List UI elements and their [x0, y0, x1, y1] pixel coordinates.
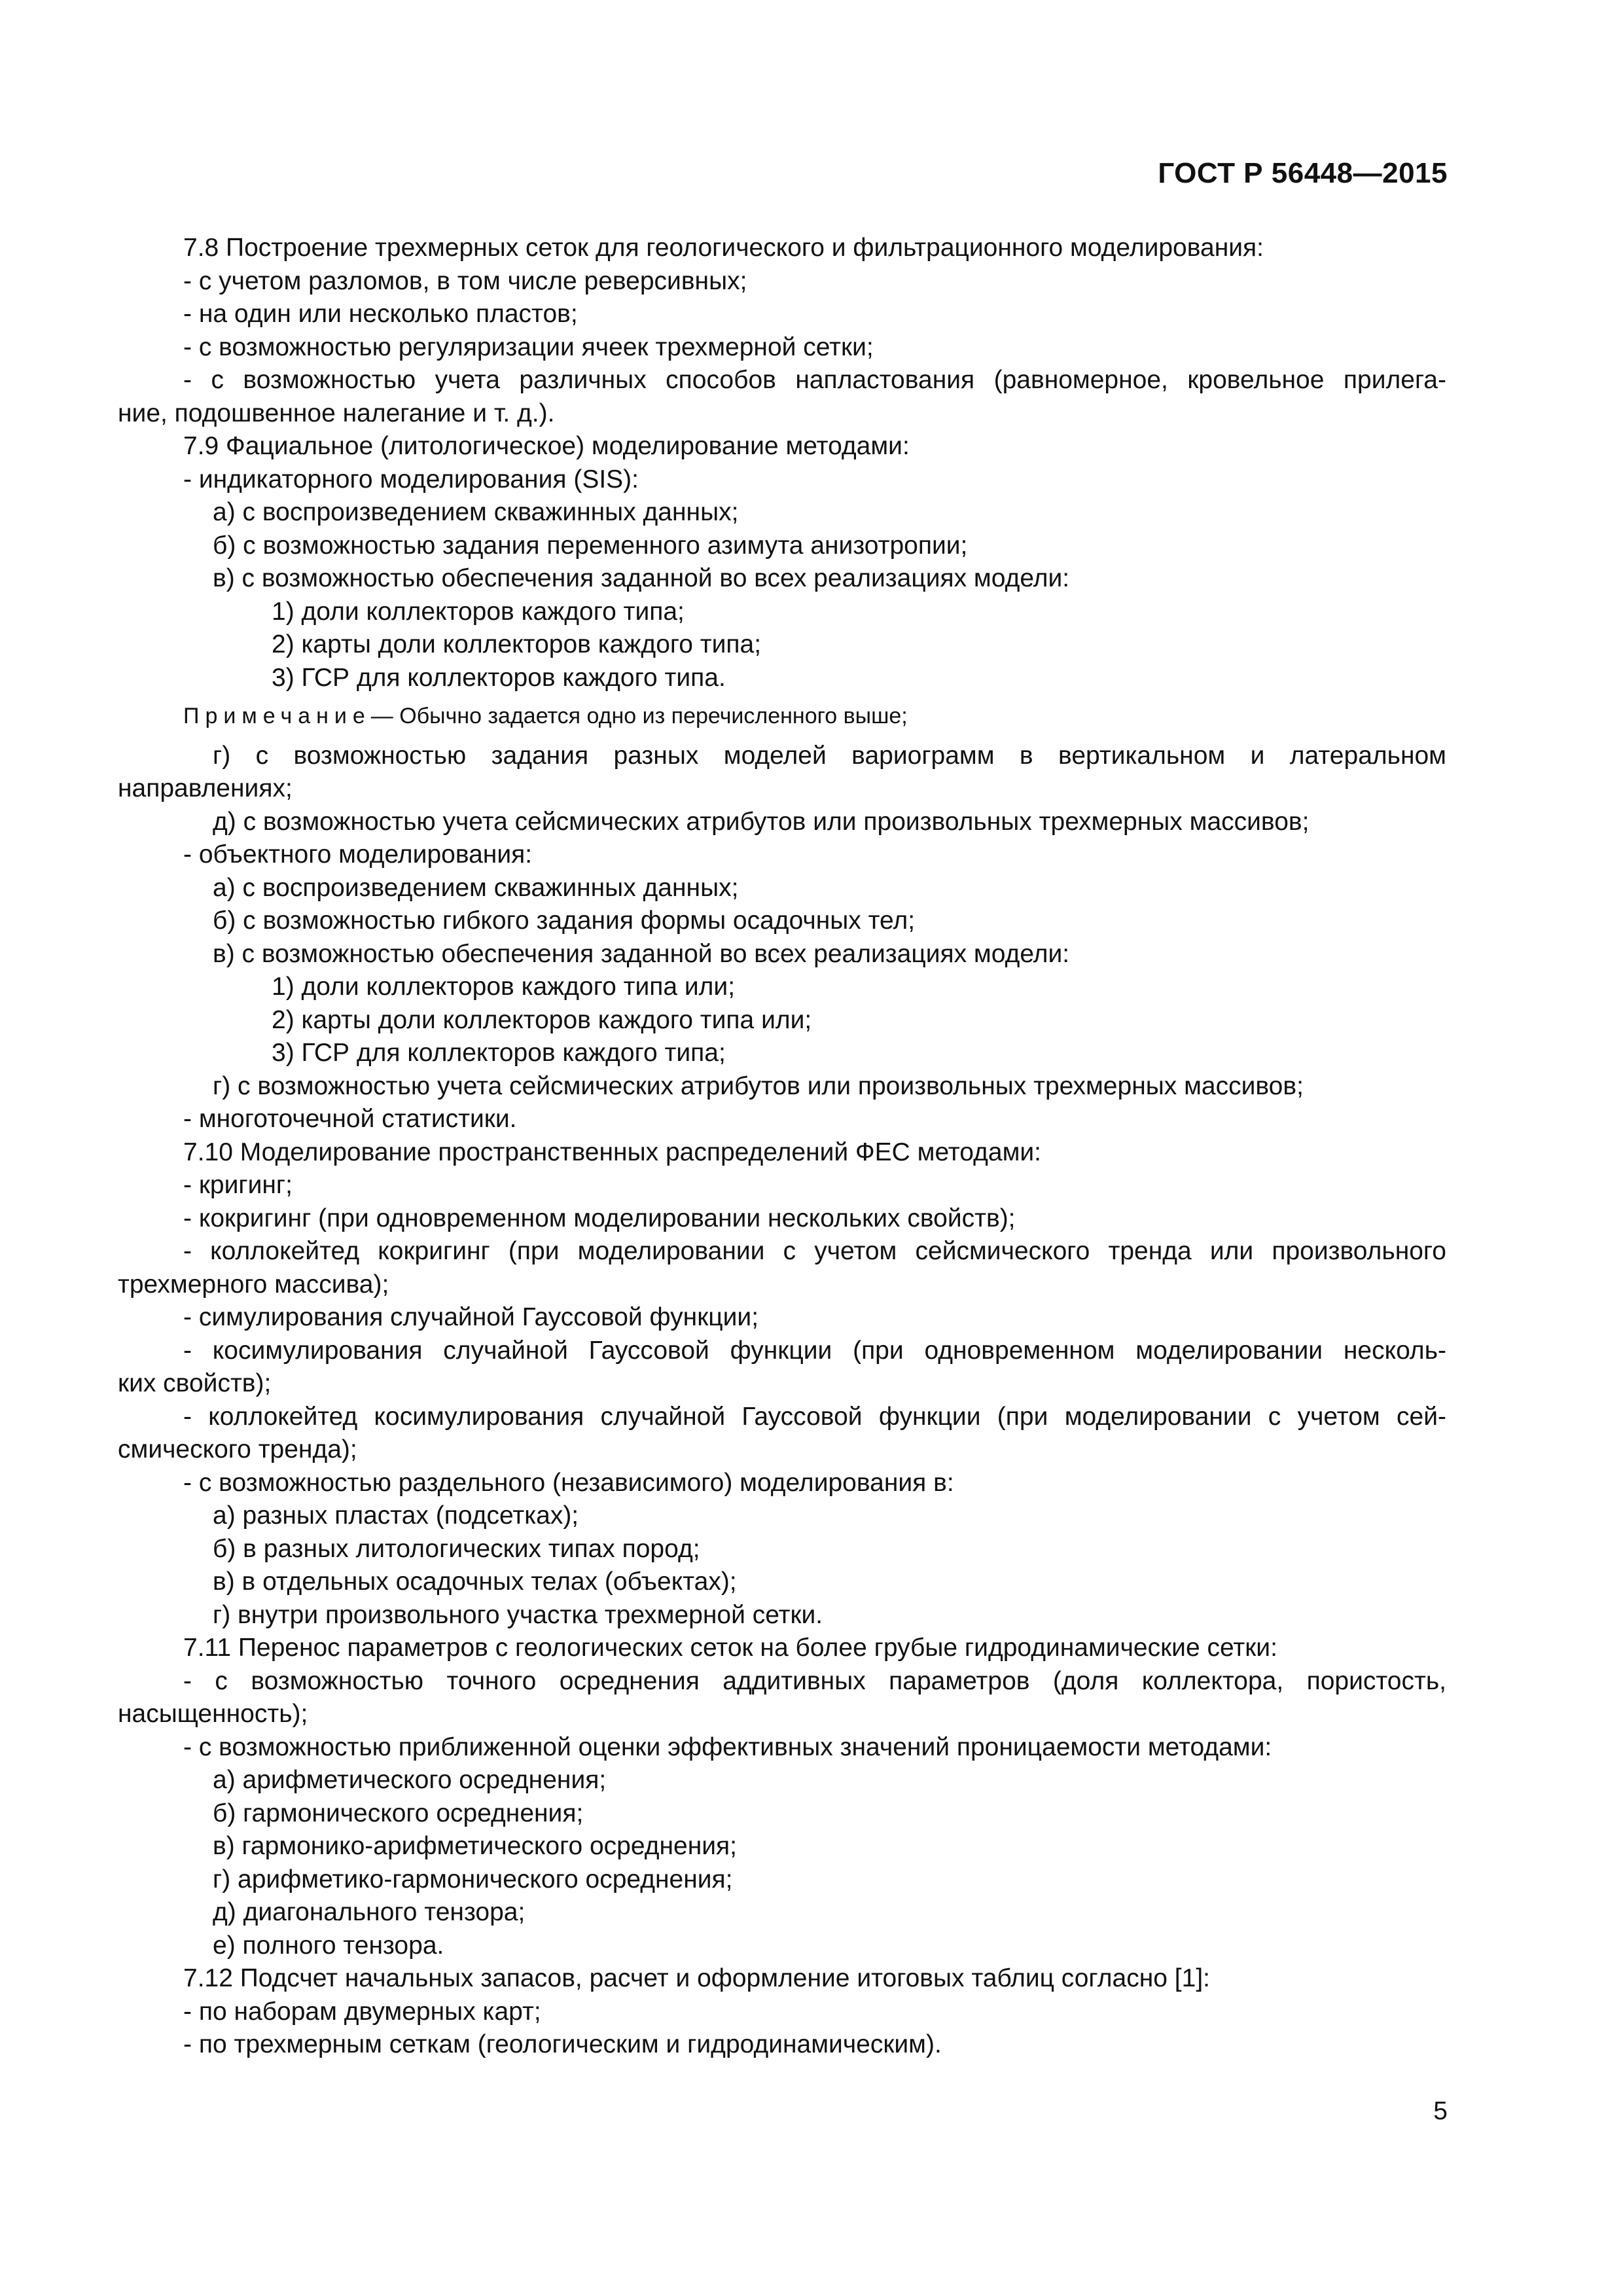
text-line: - по трехмерным сеткам (геологическим и гидродинамическим). — [183, 2030, 942, 2058]
text-line: б) с возможностью гибкого задания формы осадочных тел; — [213, 906, 916, 935]
text-line: - с возможностью приближенной оценки эффективных значений проницаемости методами: — [183, 1732, 1272, 1761]
text-line: - симулирования случайной Гауссовой функции; — [183, 1303, 759, 1331]
page-number: 5 — [1433, 2097, 1448, 2125]
text-line: г) внутри произвольного участка трехмерной сетки. — [213, 1600, 823, 1629]
text-line: 7.12 Подсчет начальных запасов, расчет и оформление итоговых таблиц согласно [1]: — [183, 1964, 1210, 1992]
text-line: г) арифметико-гармонического осреднения; — [213, 1865, 733, 1893]
text-line: 7.9 Фациальное (литологическое) моделирование методами: — [183, 432, 910, 460]
text-line: 2) карты доли коллекторов каждого типа; — [272, 630, 762, 658]
text-line: 7.10 Моделирование пространственных распределений ФЕС методами: — [183, 1138, 1042, 1166]
text-line: - кригинг; — [183, 1171, 293, 1199]
text-line: - многоточечной статистики. — [183, 1105, 517, 1133]
text-line: ние, подошвенное налегание и т. д.). — [118, 399, 555, 427]
text-line: е) полного тензора. — [213, 1931, 444, 1960]
text-line: 3) ГСР для коллекторов каждого типа. — [272, 663, 726, 692]
text-line: д) диагонального тензора; — [213, 1898, 526, 1926]
text-line: - коллокейтед косимулирования случайной Гауссовой функции (при моделировании с учетом сей- — [183, 1402, 1446, 1431]
note-label: Примечание — [183, 704, 371, 728]
text-line: б) гармонического осреднения; — [213, 1799, 584, 1827]
text-line: - с возможностью точного осреднения аддитивных параметров (доля коллектора, пористость, — [183, 1666, 1446, 1695]
text-line: 2) карты доли коллекторов каждого типа или; — [272, 1005, 812, 1034]
text-line: 7.8 Построение трехмерных сеток для геологического и фильтрационного моделирования: — [183, 234, 1264, 262]
text-line: 1) доли коллекторов каждого типа; — [272, 597, 685, 626]
text-line: в) в отдельных осадочных телах (объектах); — [213, 1568, 737, 1596]
text-line: в) с возможностью обеспечения заданной во всех реализациях модели: — [213, 564, 1070, 592]
text-line: в) гармонико-арифметического осреднения; — [213, 1832, 737, 1860]
text-line: - индикаторного моделирования (SIS): — [183, 465, 639, 493]
text-line: б) в разных литологических типах пород; — [213, 1534, 700, 1563]
text-line: д) с возможностью учета сейсмических атрибутов или произвольных трехмерных массивов; — [213, 807, 1310, 836]
text-line: г) с возможностью задания разных моделей вариограмм в вертикальном и латеральном — [213, 741, 1446, 770]
text-line: а) арифметического осреднения; — [213, 1766, 607, 1794]
text-line: б) с возможностью задания переменного азимута анизотропии; — [213, 531, 968, 560]
text-line: а) разных пластах (подсетках); — [213, 1501, 579, 1530]
text-line: насыщенность); — [118, 1700, 308, 1728]
text-line: - объектного моделирования: — [183, 840, 533, 869]
text-line: - с возможностью регуляризации ячеек трехмерной сетки; — [183, 332, 874, 361]
text-line: а) с воспроизведением скважинных данных; — [213, 873, 739, 902]
text-line: в) с возможностью обеспечения заданной во всех реализациях модели: — [213, 939, 1070, 968]
text-line: 7.11 Перенос параметров с геологических сеток на более грубые гидродинамические сетки: — [183, 1634, 1277, 1662]
text-line: г) с возможностью учета сейсмических атрибутов или произвольных трехмерных массивов; — [213, 1071, 1304, 1100]
text-line: - коллокейтед кокригинг (при моделировании с учетом сейсмического тренда или произвольного — [183, 1237, 1446, 1265]
text-line: ких свойств); — [118, 1369, 272, 1397]
text-line: - с возможностью раздельного (независимого) моделирования в: — [183, 1468, 954, 1497]
note — [118, 700, 1446, 733]
text-line: - кокригинг (при одновременном моделировании нескольких свойств); — [183, 1204, 1016, 1232]
text-line: 1) доли коллекторов каждого типа или; — [272, 973, 736, 1001]
text-line: - с учетом разломов, в том числе реверсивных; — [183, 266, 747, 295]
note-text: — Обычно задается одно из перечисленного выше; — [370, 704, 908, 728]
text-line: смического тренда); — [118, 1435, 357, 1463]
text-line: 3) ГСР для коллекторов каждого типа; — [272, 1039, 726, 1067]
text-line: - по наборам двумерных карт; — [183, 1997, 541, 2026]
text-line: - на один или несколько пластов; — [183, 300, 578, 328]
text-line: - с возможностью учета различных способов напластования (равномерное, кровельное прилега- — [183, 366, 1446, 394]
text-line: - косимулирования случайной Гауссовой функции (при одновременном моделировании несколь- — [183, 1336, 1446, 1365]
text-line: а) с воспроизведением скважинных данных; — [213, 498, 739, 526]
text-line: трехмерного массива); — [118, 1270, 389, 1299]
document-header: ГОСТ Р 56448—2015 — [1158, 157, 1448, 189]
document-body — [118, 232, 1446, 2062]
text-line: направлениях; — [118, 774, 293, 802]
